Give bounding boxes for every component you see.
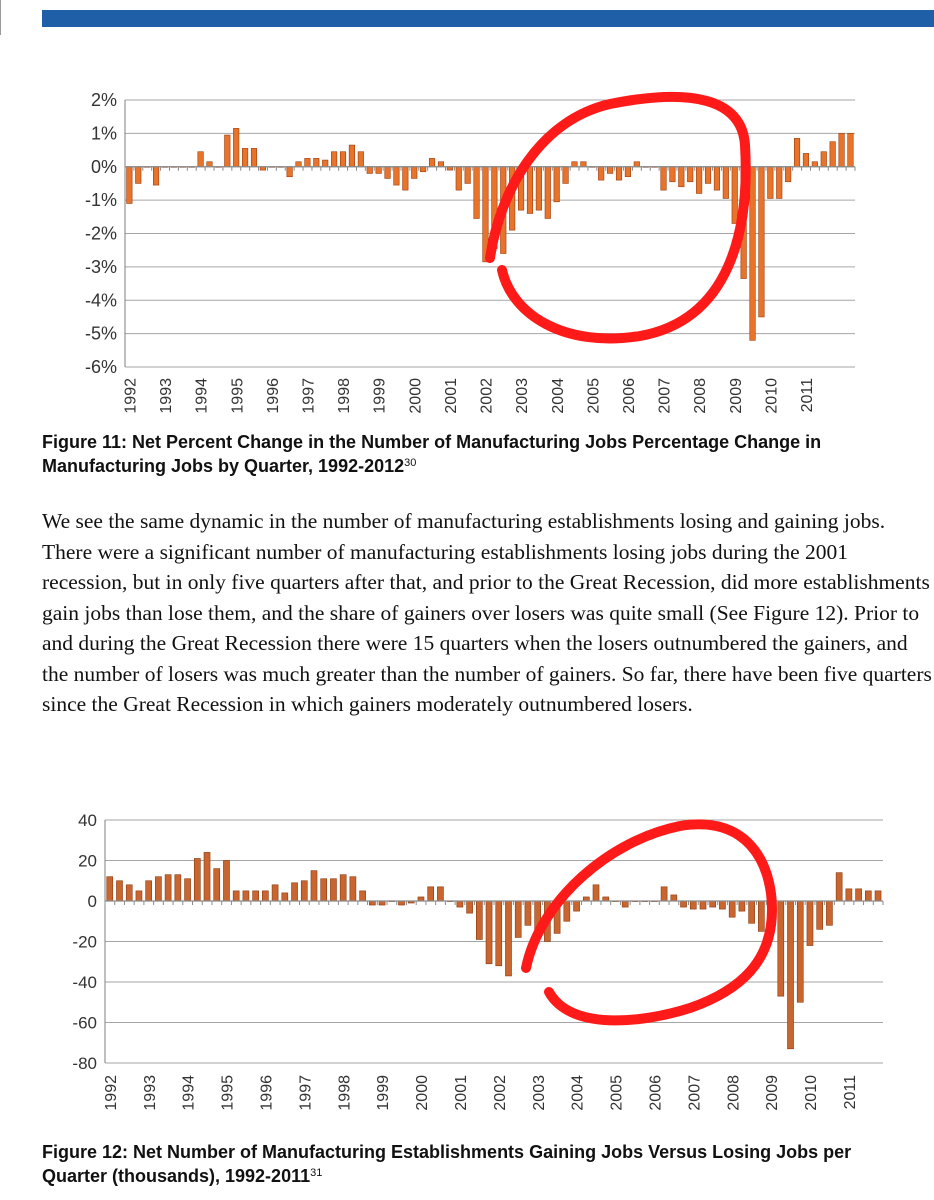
bar — [321, 879, 327, 901]
bar — [399, 901, 405, 905]
x-tick-label: 2001 — [452, 1075, 470, 1111]
bar — [467, 901, 473, 913]
y-tick-label: -80 — [72, 1054, 97, 1073]
bar — [379, 901, 385, 905]
bar — [376, 167, 382, 174]
y-tick-label: 2% — [90, 90, 117, 110]
y-tick-label: -40 — [72, 973, 97, 992]
bar — [360, 891, 366, 901]
bar — [214, 869, 220, 901]
x-tick-label: 2001 — [442, 378, 460, 414]
bar — [146, 881, 152, 901]
bar — [564, 901, 570, 921]
bar — [225, 135, 231, 167]
x-tick-label: 1993 — [158, 378, 176, 414]
bar — [875, 891, 881, 901]
bar — [554, 901, 560, 933]
bar — [821, 152, 827, 167]
bar — [714, 167, 720, 190]
bar — [505, 901, 511, 976]
y-tick-label: 0% — [90, 156, 117, 177]
bar — [794, 138, 800, 166]
y-tick-label: 40 — [78, 811, 97, 830]
bar — [690, 901, 696, 909]
figure-12-footnote: 31 — [310, 1167, 323, 1179]
bar — [865, 891, 871, 901]
bar — [136, 167, 142, 184]
bar — [535, 901, 541, 929]
x-tick-label: 1998 — [336, 1075, 354, 1111]
bar — [198, 152, 204, 167]
bar — [207, 162, 213, 167]
bar — [830, 142, 836, 167]
bar — [803, 153, 809, 166]
bar — [710, 901, 716, 907]
bar — [807, 901, 813, 946]
x-tick-label: 2002 — [478, 378, 496, 414]
bar — [687, 167, 693, 182]
bar — [420, 167, 426, 172]
bar — [367, 167, 373, 174]
bar — [758, 901, 764, 931]
x-tick-label: 1998 — [336, 378, 354, 414]
y-tick-label: -3% — [84, 256, 117, 277]
bar — [287, 167, 293, 177]
bar — [107, 877, 113, 901]
bar — [127, 167, 133, 204]
bar — [776, 167, 782, 199]
bar — [403, 167, 409, 190]
bar — [349, 145, 355, 167]
bar — [418, 897, 424, 901]
bar — [153, 167, 159, 185]
bar — [331, 152, 337, 167]
bar — [670, 167, 676, 182]
bar — [681, 901, 687, 907]
bar — [839, 133, 845, 166]
x-tick-label: 2008 — [725, 1075, 743, 1111]
bar — [812, 162, 818, 167]
x-tick-label: 2009 — [727, 378, 745, 414]
bar — [350, 877, 356, 901]
bar — [501, 167, 507, 254]
bar — [496, 901, 502, 966]
bar — [723, 167, 729, 199]
x-tick-label: 2002 — [491, 1075, 509, 1111]
bar — [768, 167, 774, 199]
bar — [476, 901, 482, 939]
x-tick-label: 2005 — [585, 378, 603, 414]
y-tick-label: -6% — [84, 357, 117, 377]
x-tick-label: 2000 — [407, 378, 425, 414]
bar — [305, 158, 311, 166]
bar — [671, 895, 677, 901]
bar — [251, 148, 257, 166]
x-tick-label: 1995 — [229, 378, 247, 414]
bar — [465, 167, 471, 184]
bar — [572, 162, 578, 167]
bar — [474, 167, 480, 219]
bar — [750, 167, 756, 341]
y-tick-label: -20 — [72, 932, 97, 952]
figure-12-chart — [0, 805, 934, 1140]
bar — [729, 901, 735, 917]
y-tick-label: 0 — [87, 892, 97, 911]
figure-12-caption — [42, 1140, 912, 1188]
x-tick-label: 1993 — [141, 1075, 159, 1111]
x-tick-label: 1997 — [297, 1075, 315, 1111]
bar — [836, 873, 842, 901]
x-tick-label: 2005 — [608, 1075, 626, 1111]
bar — [622, 901, 628, 907]
bar — [603, 897, 609, 901]
y-tick-label: -4% — [84, 290, 117, 311]
bar — [527, 167, 533, 214]
bar — [194, 858, 200, 901]
bar — [369, 901, 375, 905]
bar — [705, 167, 711, 184]
x-tick-label: 2010 — [763, 378, 781, 414]
x-tick-label: 2009 — [764, 1075, 782, 1111]
bar — [314, 158, 320, 166]
bar — [797, 901, 803, 1002]
bar — [262, 891, 268, 901]
figure-12-caption-text: Figure 12: Net Number of Manufacturing Establishments Gaining Jobs Versus Losing Jobs per Quarter (thousands), 1992-2011 — [42, 1142, 852, 1186]
bar — [322, 160, 328, 167]
header-band — [42, 10, 934, 27]
bar — [340, 152, 346, 167]
x-tick-label: 2007 — [656, 378, 674, 414]
bar — [739, 901, 745, 911]
bar — [679, 167, 685, 187]
x-tick-label: 2008 — [692, 378, 710, 414]
bar — [233, 891, 239, 901]
bar — [554, 167, 560, 202]
y-tick-label: -2% — [84, 223, 117, 244]
x-tick-label: 2006 — [620, 378, 638, 414]
x-tick-label: 1995 — [219, 1075, 237, 1111]
bar — [438, 162, 444, 167]
bar — [243, 891, 249, 901]
bar — [515, 901, 521, 937]
bar — [563, 167, 569, 184]
bar — [607, 167, 613, 174]
bar — [696, 167, 702, 194]
bar — [155, 877, 161, 901]
bar — [394, 167, 400, 185]
bar — [242, 148, 248, 166]
figure-11-caption — [42, 430, 912, 478]
x-tick-label: 2011 — [841, 1075, 859, 1110]
bar — [544, 901, 550, 942]
bar — [509, 167, 515, 230]
x-tick-label: 1992 — [102, 1075, 120, 1111]
bar — [456, 167, 462, 190]
y-tick-label: 1% — [90, 123, 117, 144]
bar — [253, 891, 259, 901]
bar — [616, 167, 622, 180]
bar — [428, 887, 434, 901]
bar — [817, 901, 823, 929]
bar — [732, 167, 738, 224]
bar — [330, 879, 336, 901]
page-edge-line — [0, 0, 1, 35]
x-tick-label: 1999 — [375, 1075, 393, 1111]
body-paragraph: We see the same dynamic in the number of manufacturing establishments losing and gaining jobs. There were a significant number of manufacturing establishments losing jobs during the 2001 recession, but in only five quarters after that, and prior to the Great Recession, did more establishments gain jobs than lose them, and the share of gainers over losers was quite small (See Figure 12). Prior to and during the Great Recession there were 15 quarters when the losers outnumbered the gainers, and the number of losers was much greater than the number of gainers. So far, there have been five quarters since the Great Recession in which gainers moderately outnumbered losers. — [42, 509, 932, 716]
bar — [223, 861, 229, 902]
bar — [185, 879, 191, 901]
y-tick-label: -1% — [84, 190, 117, 211]
bar — [856, 889, 862, 901]
bar — [301, 881, 307, 901]
bar — [661, 167, 667, 190]
x-tick-label: 2000 — [414, 1075, 432, 1111]
bar — [545, 167, 551, 219]
x-tick-label: 2011 — [799, 378, 817, 413]
x-tick-label: 1994 — [193, 378, 211, 414]
bar — [518, 167, 524, 210]
x-tick-label: 1994 — [180, 1075, 198, 1111]
x-tick-label: 2004 — [569, 1075, 587, 1111]
figure-11-chart — [0, 85, 934, 425]
bar — [296, 162, 302, 167]
bar — [292, 883, 298, 901]
x-tick-label: 1996 — [258, 1075, 276, 1111]
bar — [175, 875, 181, 901]
bar — [826, 901, 832, 925]
bar — [661, 887, 667, 901]
bar — [788, 901, 794, 1049]
bar — [411, 167, 417, 179]
x-tick-label: 2004 — [549, 378, 567, 414]
bar — [574, 901, 580, 911]
figure-11-footnote: 30 — [404, 457, 417, 469]
figure-11-caption-text: Figure 11: Net Percent Change in the Number of Manufacturing Jobs Percentage Change in Manufacturing Jobs by Quarter, 1992-2012 — [42, 432, 822, 476]
bar — [846, 889, 852, 901]
bar — [204, 852, 210, 901]
x-tick-label: 2003 — [514, 378, 532, 414]
bar — [700, 901, 706, 909]
x-tick-label: 1992 — [122, 378, 140, 414]
bar — [358, 152, 364, 167]
bar — [593, 885, 599, 901]
bar — [492, 167, 498, 249]
bar — [126, 885, 132, 901]
bar — [525, 901, 531, 925]
bar — [116, 881, 122, 901]
bar — [719, 901, 725, 909]
bar — [272, 885, 278, 901]
x-tick-label: 2010 — [803, 1075, 821, 1111]
bar — [437, 887, 443, 901]
bar — [385, 167, 391, 179]
bar — [759, 167, 765, 317]
x-tick-label: 1996 — [264, 378, 282, 414]
bar — [581, 162, 587, 167]
x-tick-label: 1999 — [371, 378, 389, 414]
bar — [233, 128, 239, 166]
x-tick-label: 1997 — [300, 378, 318, 414]
bar — [598, 167, 604, 180]
bar — [634, 162, 640, 167]
bar — [311, 871, 317, 901]
bar — [749, 901, 755, 923]
bar — [282, 893, 288, 901]
bar — [486, 901, 492, 964]
bar — [457, 901, 463, 907]
bar — [583, 897, 589, 901]
x-tick-label: 2006 — [647, 1075, 665, 1111]
bar — [741, 167, 747, 279]
bar — [429, 158, 435, 166]
x-tick-label: 2007 — [686, 1075, 704, 1111]
bar — [536, 167, 542, 210]
y-tick-label: 20 — [78, 851, 97, 871]
bar — [340, 875, 346, 901]
bar — [625, 167, 631, 177]
x-tick-label: 2003 — [530, 1075, 548, 1111]
bar — [483, 167, 489, 262]
y-tick-label: -60 — [72, 1013, 97, 1033]
y-tick-label: -5% — [84, 323, 117, 344]
bar — [778, 901, 784, 996]
bar — [165, 875, 171, 901]
bar — [136, 891, 142, 901]
bar — [848, 133, 854, 166]
bar — [785, 167, 791, 182]
